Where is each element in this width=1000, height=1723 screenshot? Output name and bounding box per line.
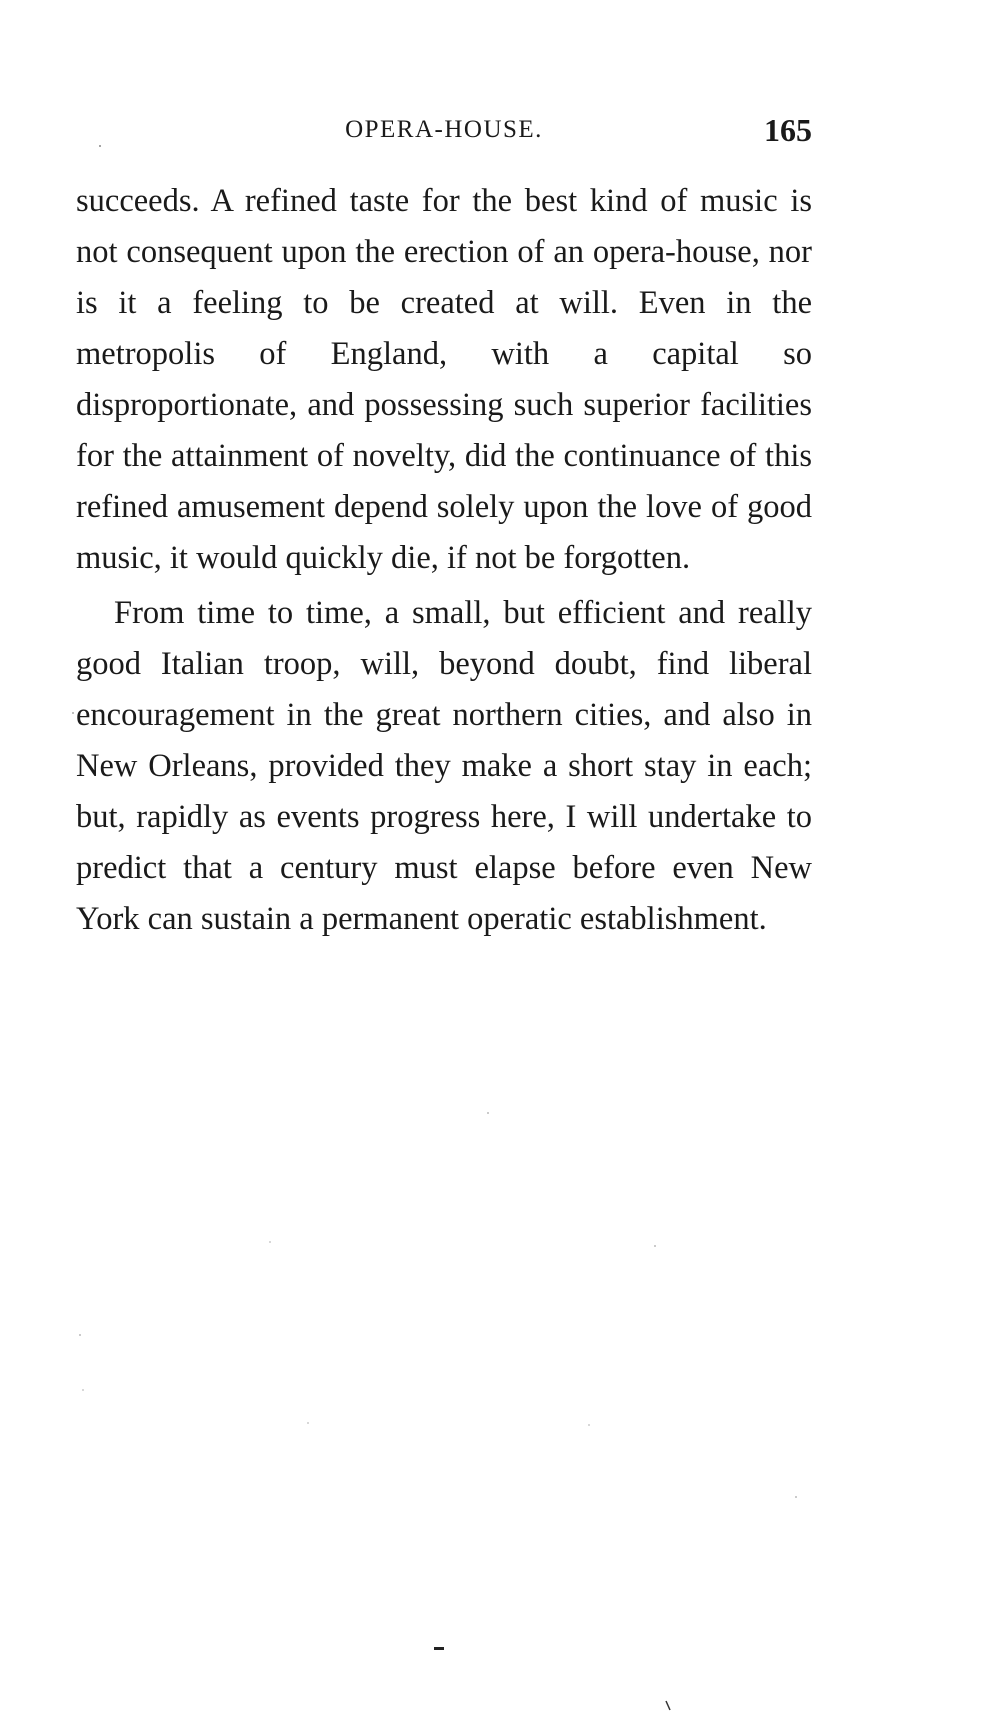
page-number: 165 bbox=[764, 112, 812, 148]
running-title: OPERA-HOUSE. bbox=[345, 116, 543, 143]
paragraph-1: succeeds. A refined taste for the best kind of music is not consequent upon the erection of an opera-house, nor is it a feeling to be created at will. Even in the metropolis of England, with a capital so disproportionate, and possessing such superior facilities for the attainment of novelty, did the continuance of this refined amusement depend solely upon the love of good music, it would quickly die, if not be forgotten. bbox=[76, 183, 812, 576]
paragraph-2: From time to time, a small, but efficient and really good Italian troop, will, beyond doubt, find liberal encouragement in the great northern cities, and also in New Orleans, provided they make a short stay in each; but, rapidly as events progress here, I will undertake to predict that a century must elapse before even New York can sustain a permanent operatic establishment. bbox=[76, 595, 812, 937]
page-header bbox=[76, 112, 812, 152]
body-text bbox=[76, 176, 812, 945]
